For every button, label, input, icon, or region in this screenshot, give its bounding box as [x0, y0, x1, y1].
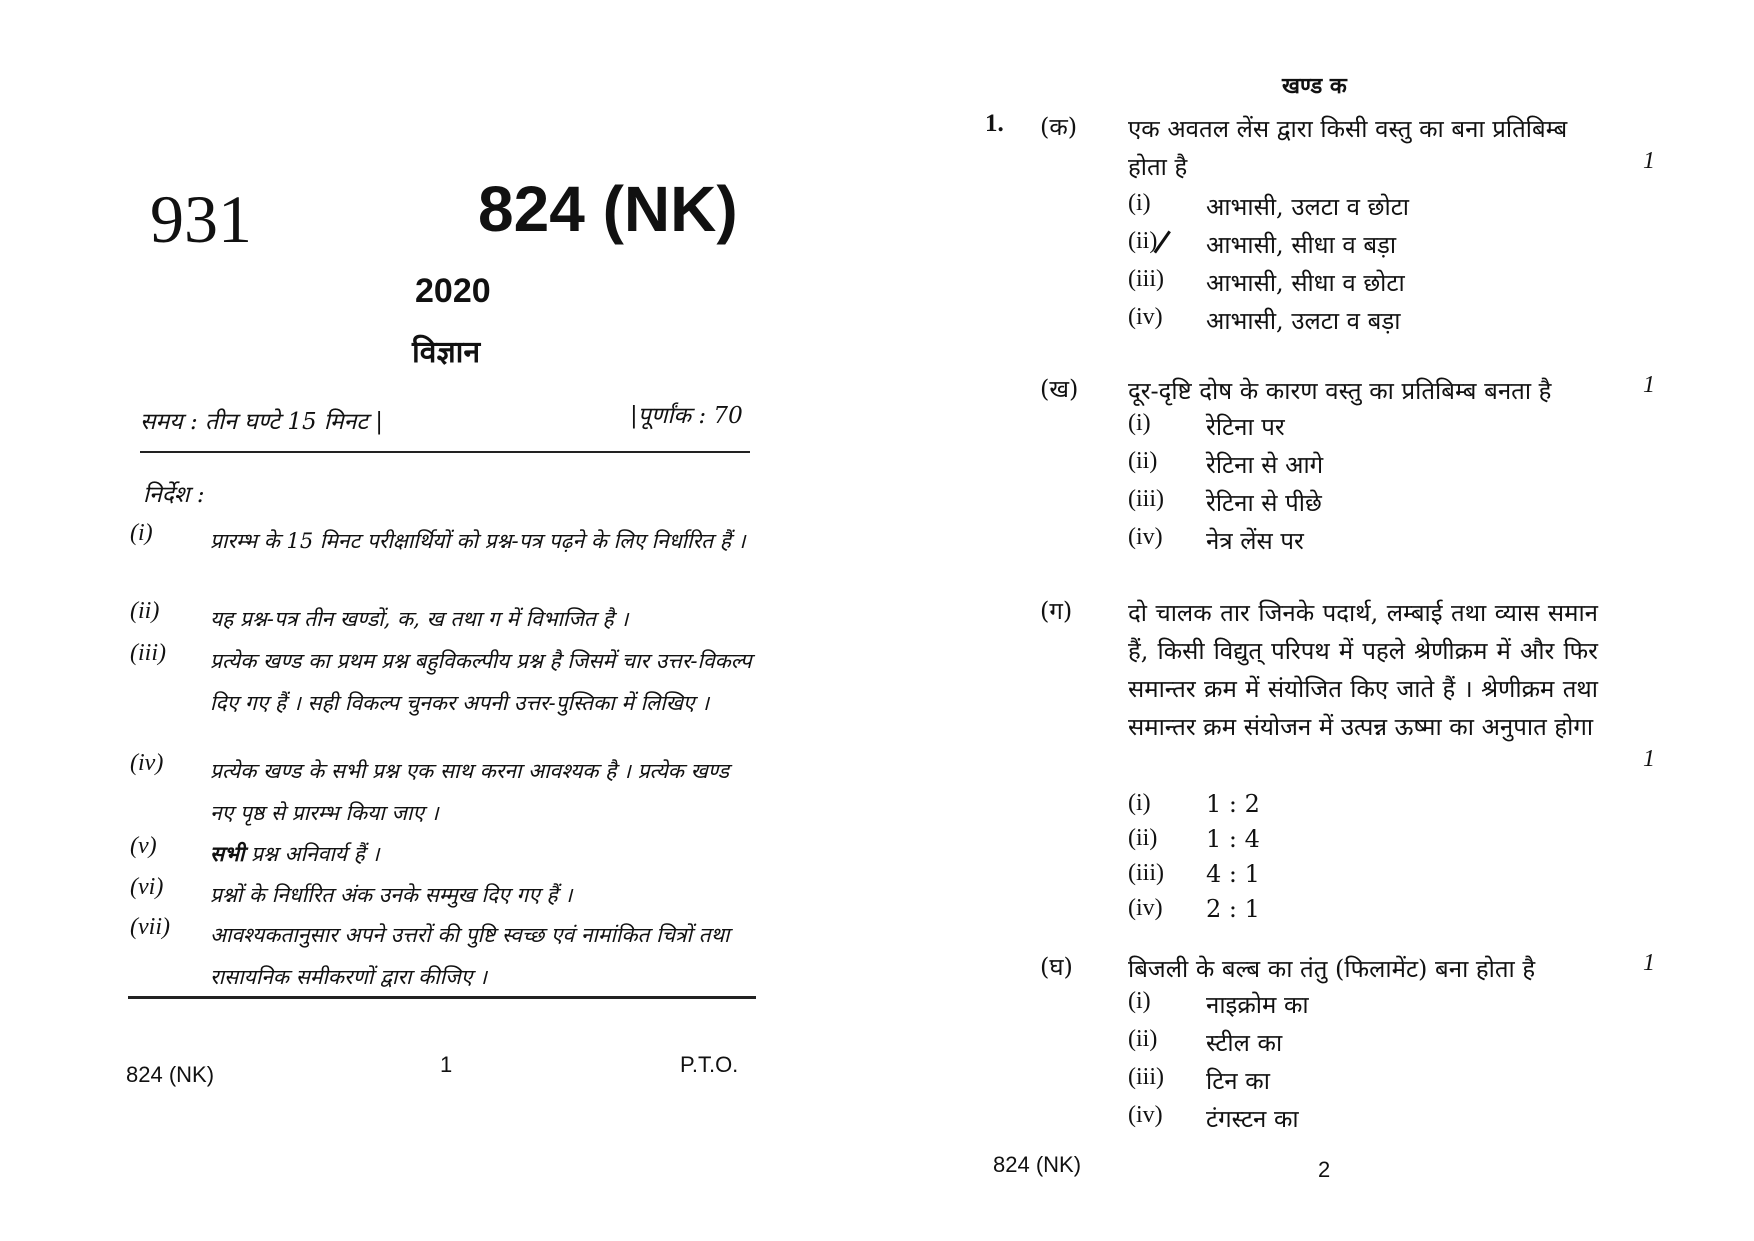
- option-text: नेत्र लेंस पर: [1206, 527, 1304, 555]
- option-item: [1128, 228, 1598, 266]
- option-item: [1128, 524, 1598, 562]
- paper-series-number: 931: [150, 181, 252, 257]
- option-number: (iv): [1128, 304, 1163, 330]
- option-item: [1128, 448, 1598, 486]
- option-text: टंगस्टन का: [1206, 1105, 1299, 1133]
- instruction-text: आवश्यकतानुसार अपने उत्तरों की पुष्टि स्वच्छ एवं नामांकित चित्रों तथा रासायनिक समीकरणों द्वारा कीजिए ।: [210, 923, 730, 989]
- instruction-text-rest: प्रश्न अनिवार्य हैं ।: [244, 842, 380, 866]
- question-number: 1.: [985, 110, 1004, 137]
- instruction-item: [130, 874, 755, 916]
- sub-question-label: (क): [1040, 113, 1078, 141]
- option-item: [1128, 860, 1598, 895]
- option-text: स्टील का: [1206, 1029, 1283, 1057]
- marks-value: 1: [1643, 950, 1655, 976]
- instruction-text: प्रारम्भ के 15 मिनट परीक्षार्थियों को प्रश्न-पत्र पढ़ने के लिए निर्धारित हैं ।: [210, 529, 746, 553]
- footer-paper-code: 824 (NK): [993, 1152, 1082, 1177]
- instruction-number: (iii): [130, 640, 166, 666]
- instruction-item: [130, 640, 755, 766]
- option-number: (ii): [1128, 825, 1158, 851]
- sub-question: [1040, 372, 1660, 572]
- instruction-text: [210, 833, 755, 875]
- marks-value: 1: [1643, 746, 1655, 772]
- instruction-number: (i): [130, 520, 153, 546]
- option-number: (i): [1128, 410, 1151, 436]
- time-allowed: समय : तीन घण्टे 15 मिनट |: [140, 409, 384, 435]
- page-number: 2: [1318, 1157, 1331, 1182]
- option-number: (iv): [1128, 895, 1163, 921]
- instruction-item: [130, 598, 755, 640]
- option-item: [1128, 266, 1598, 304]
- instructions-heading: निर्देश :: [143, 482, 205, 508]
- instruction-text: यह प्रश्न-पत्र तीन खण्डों, क, ख तथा ग में विभाजित है ।: [210, 607, 629, 631]
- option-text: 1 : 2: [1206, 790, 1260, 818]
- option-item: [1128, 895, 1598, 930]
- options-list: [1128, 988, 1598, 1140]
- option-number: (iv): [1128, 1102, 1163, 1128]
- emphasis-text: सभी: [210, 841, 245, 866]
- sub-question: [1040, 594, 1660, 924]
- header-divider: [140, 451, 750, 453]
- option-item: [1128, 988, 1598, 1026]
- options-list: [1128, 190, 1598, 342]
- maximum-marks: |पूर्णांक : 70: [630, 403, 743, 429]
- option-item: [1128, 1026, 1598, 1064]
- instruction-item: [130, 520, 755, 604]
- sub-question-text: दूर-दृष्टि दोष के कारण वस्तु का प्रतिबिम्ब बनता है: [1128, 377, 1552, 405]
- option-number: (iii): [1128, 1064, 1164, 1090]
- option-text: आभासी, उलटा व छोटा: [1206, 193, 1410, 221]
- instruction-number: (vii): [130, 914, 170, 940]
- option-item: [1128, 410, 1598, 448]
- page-number: 1: [440, 1052, 453, 1077]
- marks-value: 1: [1643, 148, 1655, 174]
- option-text: रेटिना पर: [1206, 413, 1285, 441]
- option-item: [1128, 304, 1598, 342]
- options-list: [1128, 410, 1598, 562]
- option-number: (ii): [1128, 1026, 1158, 1052]
- option-text: 4 : 1: [1206, 860, 1260, 888]
- instruction-text: प्रत्येक खण्ड का प्रथम प्रश्न बहुविकल्पीय प्रश्न है जिसमें चार उत्तर-विकल्प दिए गए हैं । सही विकल्प चुनकर अपनी उत्तर-पुस्तिका में लिखिए ।: [210, 649, 752, 715]
- sub-question-text: दो चालक तार जिनके पदार्थ, लम्बाई तथा व्यास समान हैं, किसी विद्युत् परिपथ में पहले श्रेणीक्रम में और फिर समान्तर क्रम में संयोजित किए जाते हैं । श्रेणीक्रम तथा समान्तर क्रम संयोजन में उत्पन्न ऊष्मा का अनुपात होगा: [1128, 599, 1598, 741]
- option-number: (iii): [1128, 860, 1164, 886]
- instruction-text: प्रत्येक खण्ड के सभी प्रश्न एक साथ करना आवश्यक है । प्रत्येक खण्ड नए पृष्ठ से प्रारम्भ किया जाए ।: [210, 759, 729, 825]
- instruction-item: [130, 914, 755, 998]
- option-number: (i): [1128, 790, 1151, 816]
- option-text: आभासी, उलटा व बड़ा: [1206, 307, 1401, 335]
- sub-question-label: (ख): [1040, 375, 1079, 403]
- option-text: नाइक्रोम का: [1206, 991, 1309, 1019]
- option-text: आभासी, सीधा व छोटा: [1206, 269, 1405, 297]
- sub-question-text: एक अवतल लेंस द्वारा किसी वस्तु का बना प्रतिबिम्ब होता है: [1128, 115, 1568, 181]
- option-number: (iii): [1128, 486, 1164, 512]
- exam-year: 2020: [415, 272, 491, 310]
- options-list: [1128, 790, 1598, 930]
- option-text: टिन का: [1206, 1067, 1270, 1095]
- sub-question: [1040, 950, 1660, 1140]
- option-text: रेटिना से पीछे: [1206, 489, 1322, 517]
- footer-paper-code: 824 (NK): [126, 1062, 215, 1087]
- instruction-item: [130, 833, 755, 875]
- option-number: (ii): [1128, 228, 1158, 254]
- instructions-divider: [128, 996, 756, 999]
- section-heading: खण्ड क: [1282, 73, 1347, 99]
- instruction-number: (ii): [130, 598, 160, 624]
- option-item: [1128, 1064, 1598, 1102]
- paper-code: 824 (NK): [478, 173, 738, 245]
- option-item: [1128, 190, 1598, 228]
- sub-question-text: बिजली के बल्ब का तंतु (फिलामेंट) बना होता है: [1128, 955, 1536, 983]
- option-text: 2 : 1: [1206, 895, 1260, 923]
- instruction-number: (iv): [130, 750, 164, 776]
- sub-question-label: (ग): [1040, 597, 1073, 625]
- option-number: (i): [1128, 988, 1151, 1014]
- instruction-text: प्रश्नों के निर्धारित अंक उनके सम्मुख दिए गए हैं ।: [210, 883, 573, 907]
- option-number: (i): [1128, 190, 1151, 216]
- instruction-number: (vi): [130, 874, 164, 900]
- pto-label: P.T.O.: [680, 1052, 739, 1077]
- option-item: [1128, 825, 1598, 860]
- option-number: (iii): [1128, 266, 1164, 292]
- option-number: (iv): [1128, 524, 1163, 550]
- instruction-number: (v): [130, 833, 157, 859]
- marks-value: 1: [1643, 372, 1655, 398]
- option-text: 1 : 4: [1206, 825, 1260, 853]
- option-text: रेटिना से आगे: [1206, 451, 1324, 479]
- instruction-item: [130, 750, 755, 834]
- sub-question-label: (घ): [1040, 953, 1073, 981]
- subject-title: विज्ञान: [412, 335, 481, 370]
- option-text: आभासी, सीधा व बड़ा: [1206, 231, 1397, 259]
- sub-question: [1040, 110, 1660, 340]
- option-number: (ii): [1128, 448, 1158, 474]
- option-item: [1128, 1102, 1598, 1140]
- option-item: [1128, 486, 1598, 524]
- option-item: [1128, 790, 1598, 825]
